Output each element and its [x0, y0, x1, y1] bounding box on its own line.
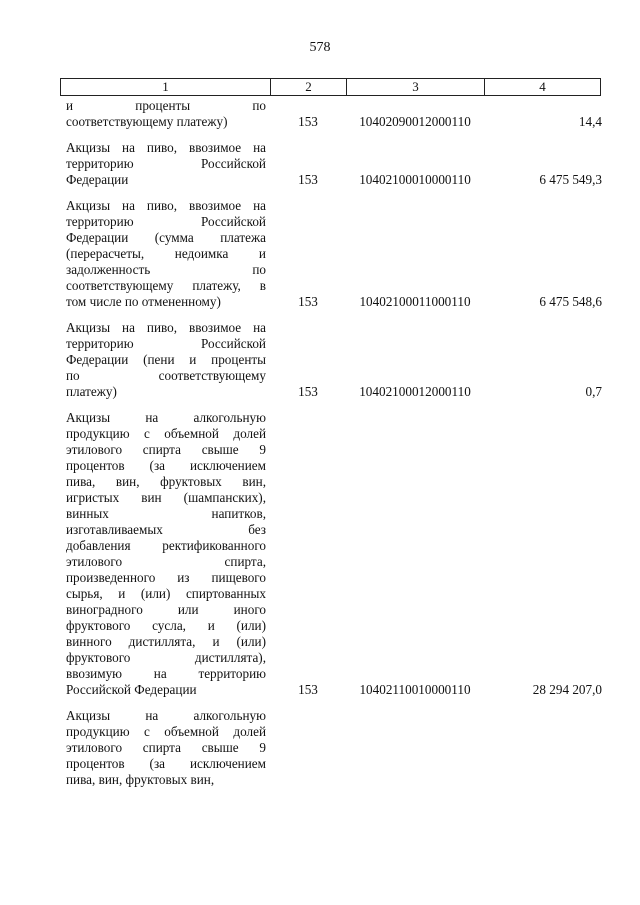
amount-value: 14,4: [578, 114, 602, 129]
table-row: [0, 410, 640, 698]
description-line: добавления ректификованного: [66, 538, 266, 553]
description-line: сырья, и (или) спиртованных: [66, 586, 266, 601]
description-line: Федерации: [66, 172, 129, 187]
page-number: 578: [309, 40, 331, 55]
column-header-table: [60, 78, 601, 96]
description-line: Акцизы на алкогольную: [66, 708, 266, 723]
column-header-1: 1: [61, 79, 271, 96]
admin-code: 153: [298, 294, 318, 309]
description-line: территорию Российской: [66, 156, 266, 171]
description-line: винных напитков,: [66, 506, 266, 521]
row-description: [66, 410, 266, 698]
budget-classification-code: 10402090012000110: [359, 114, 471, 129]
description-line: территорию Российской: [66, 214, 266, 229]
description-line: Акцизы на пиво, ввозимое на: [66, 320, 266, 335]
budget-classification-code: 10402100010000110: [359, 172, 471, 187]
table-row: [0, 708, 640, 788]
row-description: [66, 320, 266, 400]
description-line: территорию Российской: [66, 336, 266, 351]
description-line: платежу): [66, 384, 117, 399]
column-header-2: 2: [271, 79, 347, 96]
description-line: задолженность по: [66, 262, 266, 277]
amount-value: 6 475 548,6: [539, 294, 602, 309]
description-line: и проценты по: [66, 98, 266, 113]
budget-classification-code: 10402110010000110: [359, 682, 471, 697]
column-header-3: 3: [347, 79, 485, 96]
description-line: продукцию с объемной долей: [66, 426, 266, 441]
description-line: процентов (за исключением: [66, 458, 266, 473]
description-line: игристых вин (шампанских),: [66, 490, 266, 505]
description-line: Акцизы на пиво, ввозимое на: [66, 140, 266, 155]
table-body: [0, 98, 640, 798]
description-line: пива, вин, фруктовых вин,: [66, 772, 215, 787]
description-line: изготавливаемых без: [66, 522, 266, 537]
description-line: ввозимую на территорию: [66, 666, 266, 681]
table-row: [0, 98, 640, 130]
column-header-4: 4: [485, 79, 601, 96]
table-row: [0, 320, 640, 400]
budget-classification-code: 10402100011000110: [359, 294, 471, 309]
description-line: пива, вин, фруктовых вин,: [66, 474, 266, 489]
description-line: том числе по отмененному): [66, 294, 221, 309]
description-line: виноградного или иного: [66, 602, 266, 617]
description-line: по соответствующему: [66, 368, 266, 383]
admin-code: 153: [298, 172, 318, 187]
description-line: фруктового сусла, и (или): [66, 618, 266, 633]
description-line: Акцизы на алкогольную: [66, 410, 266, 425]
description-line: продукцию с объемной долей: [66, 724, 266, 739]
table-row: [0, 198, 640, 310]
description-line: этилового спирта свыше 9: [66, 442, 266, 457]
row-description: [66, 198, 266, 310]
row-description: [66, 140, 266, 188]
description-line: винного дистиллята, и (или): [66, 634, 266, 649]
description-line: соответствующему платежу): [66, 114, 228, 129]
admin-code: 153: [298, 384, 318, 399]
budget-classification-code: 10402100012000110: [359, 384, 471, 399]
table-row: [0, 140, 640, 188]
description-line: произведенного из пищевого: [66, 570, 266, 585]
amount-value: 28 294 207,0: [532, 682, 602, 697]
description-line: Российской Федерации: [66, 682, 197, 697]
description-line: Акцизы на пиво, ввозимое на: [66, 198, 266, 213]
description-line: соответствующему платежу, в: [66, 278, 266, 293]
description-line: этилового спирта,: [66, 554, 266, 569]
description-line: фруктового дистиллята),: [66, 650, 266, 665]
admin-code: 153: [298, 682, 318, 697]
amount-value: 6 475 549,3: [539, 172, 602, 187]
description-line: этилового спирта свыше 9: [66, 740, 266, 755]
description-line: Федерации (сумма платежа: [66, 230, 266, 245]
description-line: Федерации (пени и проценты: [66, 352, 266, 367]
description-line: процентов (за исключением: [66, 756, 266, 771]
admin-code: 153: [298, 114, 318, 129]
row-description: [66, 98, 266, 130]
amount-value: 0,7: [585, 384, 602, 399]
row-description: [66, 708, 266, 788]
description-line: (перерасчеты, недоимка и: [66, 246, 266, 261]
column-header-row: [61, 79, 601, 96]
